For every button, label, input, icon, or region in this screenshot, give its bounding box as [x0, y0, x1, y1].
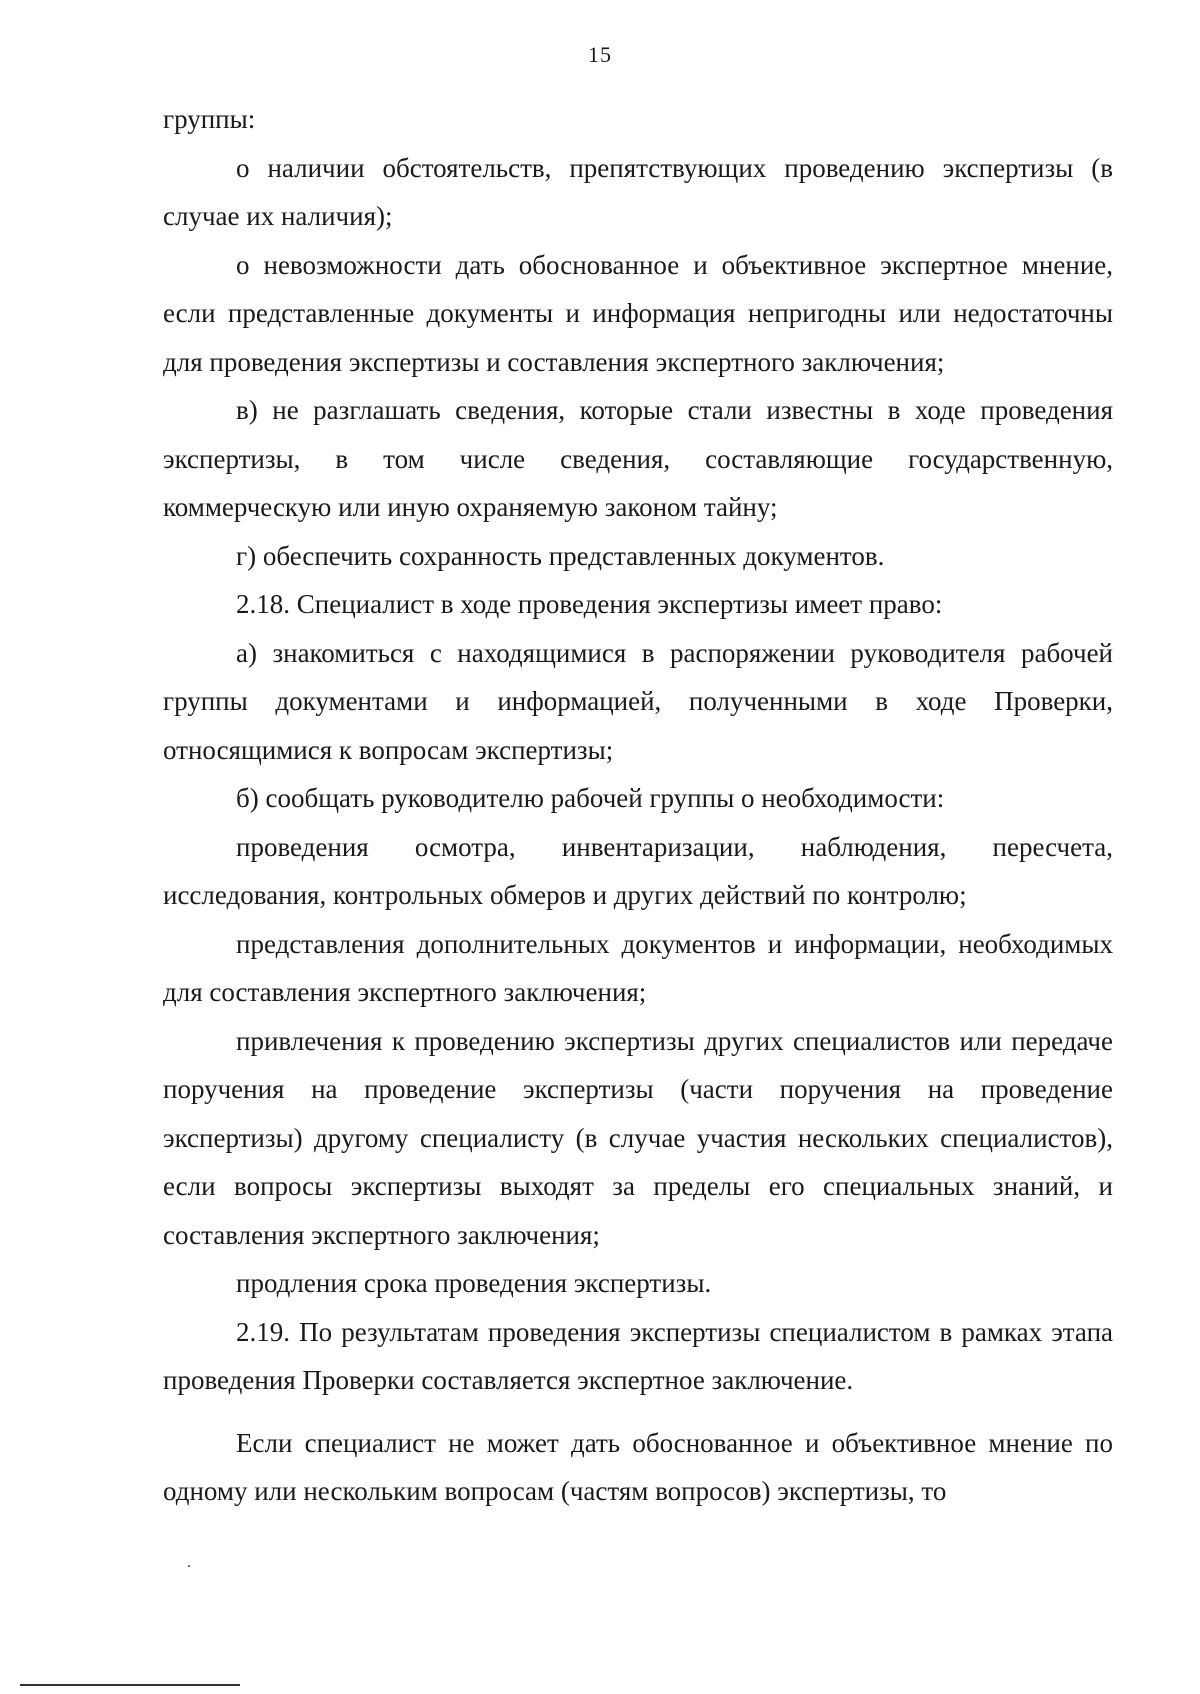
scan-speck: [188, 1565, 190, 1567]
paragraph-inspection: проведения осмотра, инвентаризации, наблюдения, пересчета, исследования, контрольных обмеров и других действий по контролю;: [163, 831, 1113, 910]
paragraph-other-specialists: привлечения к проведению экспертизы других специалистов или передаче поручения на проведение экспертизы (части поручения на проведение экспертизы) другому специалисту (в случае участия нескольких специалистов), если вопросы экспертизы выходят за пределы его специальных знаний, и составления экспертного заключения;: [163, 1025, 1113, 1250]
paragraph-impossibility: о невозможности дать обоснованное и объективное экспертное мнение, если представленные документы и информация непригодны или недостаточны для проведения экспертизы и составления экспертного заключения;: [163, 249, 1113, 377]
document-body: [163, 95, 1113, 1516]
paragraph-continuation: группы:: [163, 104, 256, 134]
paragraph-extension: продления срока проведения экспертизы.: [236, 1268, 712, 1298]
paragraph-item-a: а) знакомиться с находящимися в распоряжении руководителя рабочей группы документами и информацией, полученными в ходе Проверки, относящимися к вопросам экспертизы;: [163, 637, 1113, 765]
paragraph-if-specialist: Если специалист не может дать обоснованное и объективное мнение по одному или нескольким вопросам (частям вопросов) экспертизы, то: [163, 1427, 1113, 1506]
paragraph-item-b: б) сообщать руководителю рабочей группы о необходимости:: [236, 783, 945, 813]
paragraph-2-19: 2.19. По результатам проведения экспертизы специалистом в рамках этапа проведения Проверки составляется экспертное заключение.: [163, 1316, 1113, 1395]
paragraph-2-18: 2.18. Специалист в ходе проведения экспертизы имеет право:: [236, 589, 943, 619]
paragraph-item-v: в) не разглашать сведения, которые стали известны в ходе проведения экспертизы, в том числе сведения, составляющие государственную, коммерческую или иную охраняемую законом тайну;: [163, 395, 1113, 522]
paragraph-circumstances: о наличии обстоятельств, препятствующих проведению экспертизы (в случае их наличия);: [163, 152, 1113, 231]
page-number: 15: [588, 42, 612, 67]
scan-edge-line: [20, 1684, 240, 1686]
paragraph-item-g: г) обеспечить сохранность представленных документов.: [236, 540, 885, 571]
paragraph-additional-documents: представления дополнительных документов и информации, необходимых для составления экспертного заключения;: [163, 928, 1113, 1007]
